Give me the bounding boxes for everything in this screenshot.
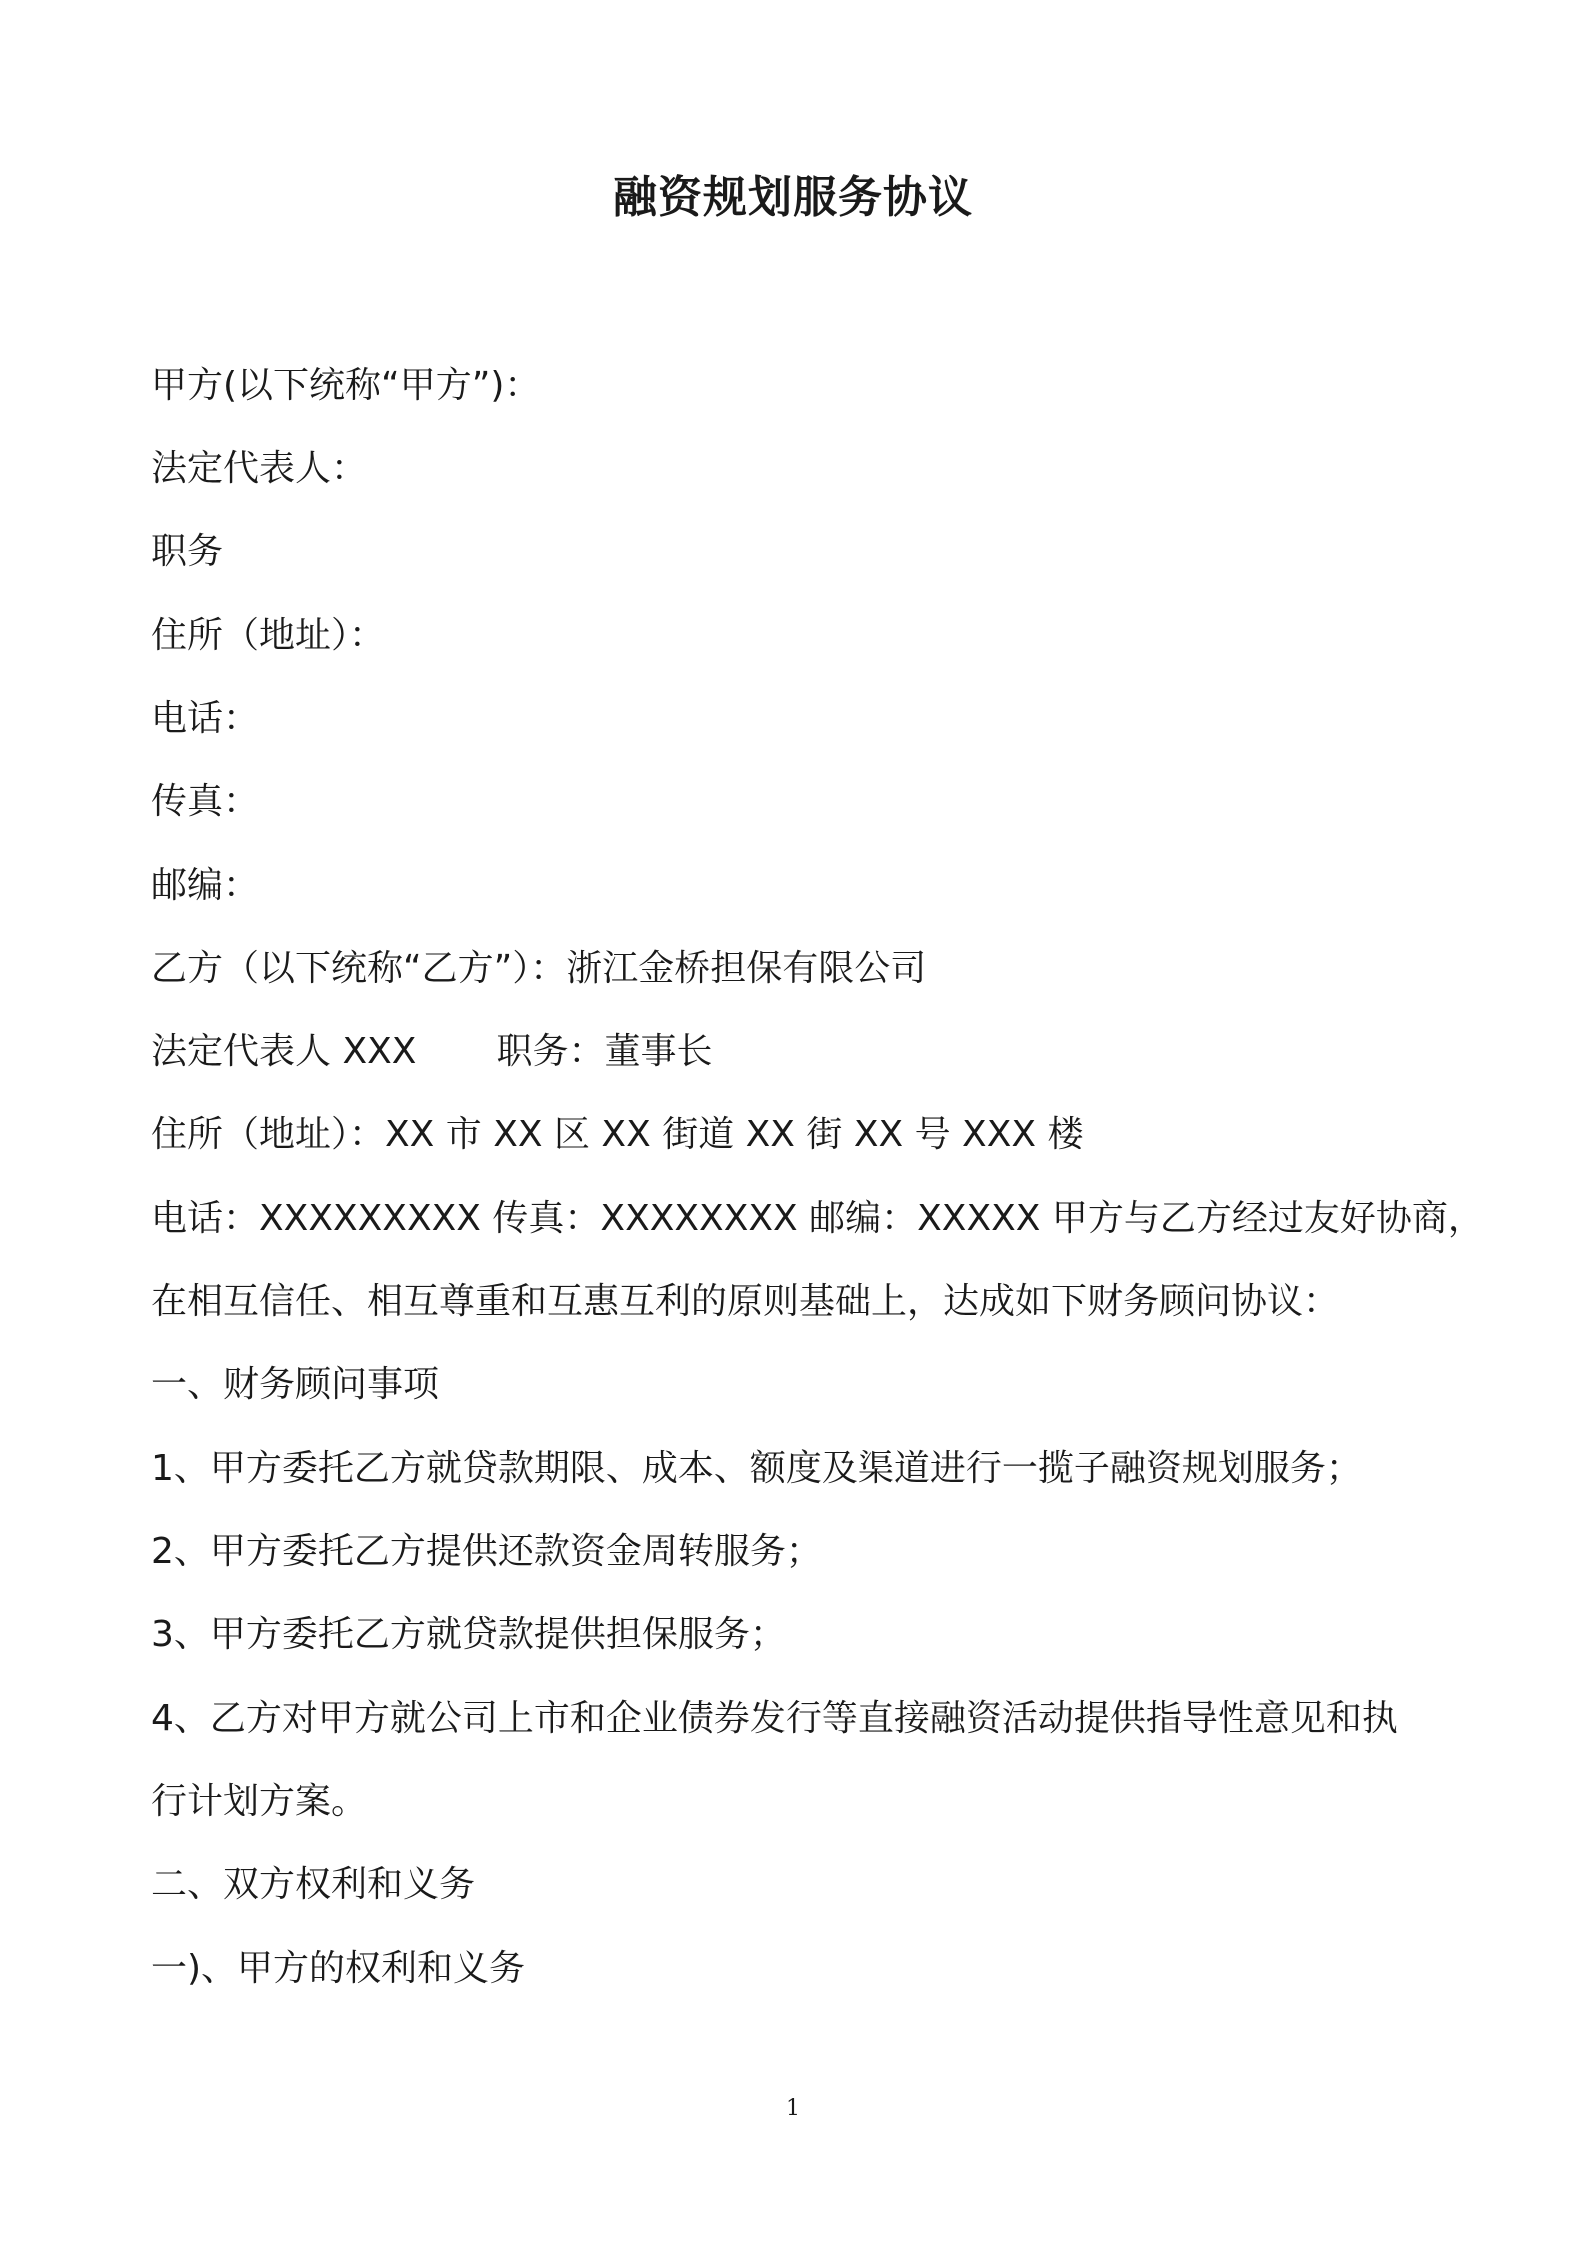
party-a-phone: 电话： <box>151 698 260 739</box>
section-1-item: 3、甲方委托乙方就贷款提供担保服务； <box>151 1614 786 1655</box>
party-a-postcode: 邮编： <box>151 865 260 906</box>
section-1-heading: 一、财务顾问事项 <box>151 1364 440 1405</box>
intro-continuation: 在相互信任、相互尊重和互惠互利的原则基础上，达成如下财务顾问协议： <box>151 1281 1340 1322</box>
party-b-position: 职务：董事长 <box>496 1031 713 1072</box>
party-a-address: 住所（地址）： <box>151 615 386 656</box>
party-b-heading: 乙方（以下统称“乙方”）：浙江金桥担保有限公司 <box>151 948 927 989</box>
party-a-heading: 甲方(以下统称“甲方”)： <box>151 365 541 406</box>
section-1-item: 4、乙方对甲方就公司上市和企业债券发行等直接融资活动提供指导性意见和执 <box>151 1698 1398 1739</box>
page-number: 1 <box>786 2096 800 2121</box>
document-title: 融资规划服务协议 <box>613 172 973 223</box>
section-2-heading: 二、双方权利和义务 <box>151 1864 476 1905</box>
party-a-position: 职务 <box>151 531 224 572</box>
party-b-address: 住所（地址）：XX 市 XX 区 XX 街道 XX 街 XX 号 XXX 楼 <box>151 1114 1084 1155</box>
party-b-contact-line: 电话：XXXXXXXXX 传真：XXXXXXXX 邮编：XXXXX 甲方与乙方经过友好协商， <box>151 1198 1484 1239</box>
section-1-item-continuation: 行计划方案。 <box>151 1781 368 1822</box>
party-a-legal-rep: 法定代表人： <box>151 448 368 489</box>
party-b-legal-rep: 法定代表人 XXX <box>151 1031 417 1072</box>
party-b-rep-line <box>151 1027 1451 1077</box>
section-2-subheading: 一)、甲方的权利和义务 <box>151 1948 526 1989</box>
section-1-item: 2、甲方委托乙方提供还款资金周转服务； <box>151 1531 822 1572</box>
party-a-fax: 传真： <box>151 781 260 822</box>
section-1-item: 1、甲方委托乙方就贷款期限、成本、额度及渠道进行一揽子融资规划服务； <box>151 1448 1362 1489</box>
